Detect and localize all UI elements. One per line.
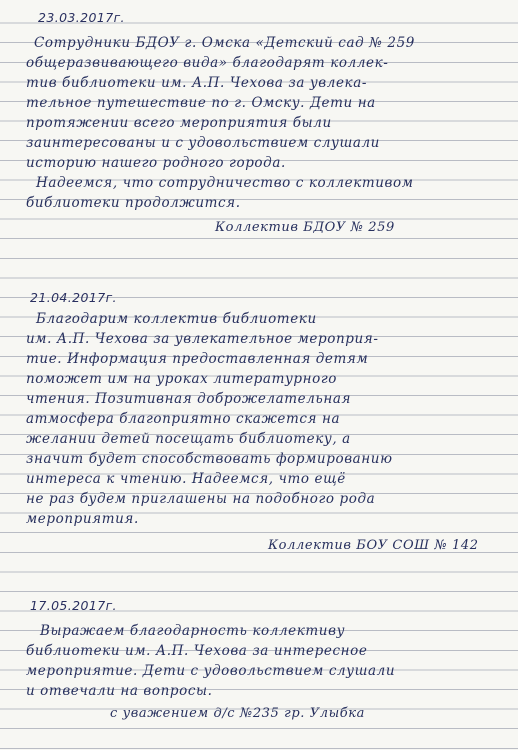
entry-1-line-1: Сотрудники БДОУ г. Омска «Детский сад № 259 bbox=[34, 35, 415, 51]
entry-2-line-9: интереса к чтению. Надеемся, что ещё bbox=[26, 471, 346, 487]
entry-2-line-6: атмосфера благоприятно скажется на bbox=[26, 411, 341, 427]
entry-3-line-2: библиотеки им. А.П. Чехова за интересное bbox=[26, 643, 368, 659]
entry-2-line-3: тие. Информация предоставленная детям bbox=[26, 351, 369, 367]
entry-3-line-4: и отвечали на вопросы. bbox=[26, 683, 213, 699]
entry-3-date: 17.05.2017г. bbox=[30, 598, 117, 613]
entry-2-line-11: мероприятия. bbox=[26, 511, 139, 527]
entry-1-line-7: историю нашего родного города. bbox=[26, 155, 286, 171]
entry-1-signature: Коллектив БДОУ № 259 bbox=[215, 220, 395, 235]
entry-2-date: 21.04.2017г. bbox=[30, 290, 117, 305]
entry-1-line-3: тив библиотеки им. А.П. Чехова за увлека- bbox=[26, 75, 368, 91]
entry-1-line-4: тельное путешествие по г. Омску. Дети на bbox=[26, 95, 376, 111]
entry-1-line-8: Надеемся, что сотрудничество с коллективом bbox=[36, 175, 414, 191]
entry-1-line-9: библиотеки продолжится. bbox=[26, 195, 241, 211]
entry-2-line-4: поможет им на уроках литературного bbox=[26, 371, 338, 387]
entry-2-line-5: чтения. Позитивная доброжелательная bbox=[26, 391, 352, 407]
entry-1-line-5: протяжении всего мероприятия были bbox=[26, 115, 332, 131]
entry-2-line-8: значит будет способствовать формированию bbox=[26, 451, 393, 467]
entry-2-line-2: им. А.П. Чехова за увлекательное мероприя- bbox=[26, 331, 379, 347]
entry-2-line-7: желании детей посещать библиотеку, а bbox=[26, 431, 351, 447]
entry-1-line-6: заинтересованы и с удовольствием слушали bbox=[26, 135, 380, 151]
entry-1-date: 23.03.2017г. bbox=[38, 10, 125, 25]
entry-3-line-1: Выражаем благодарность коллективу bbox=[40, 623, 345, 639]
entry-2-signature: Коллектив БОУ СОШ № 142 bbox=[268, 538, 479, 553]
entry-3-line-3: мероприятие. Дети с удовольствием слушали bbox=[26, 663, 396, 679]
entry-2-line-10: не раз будем приглашены на подобного рода bbox=[26, 491, 376, 507]
entry-2-line-1: Благодарим коллектив библиотеки bbox=[36, 311, 317, 327]
entry-1-line-2: общеразвивающего вида» благодарят коллек- bbox=[26, 55, 389, 71]
entry-3-signature: с уважением д/с №235 гр. Улыбка bbox=[110, 706, 366, 721]
